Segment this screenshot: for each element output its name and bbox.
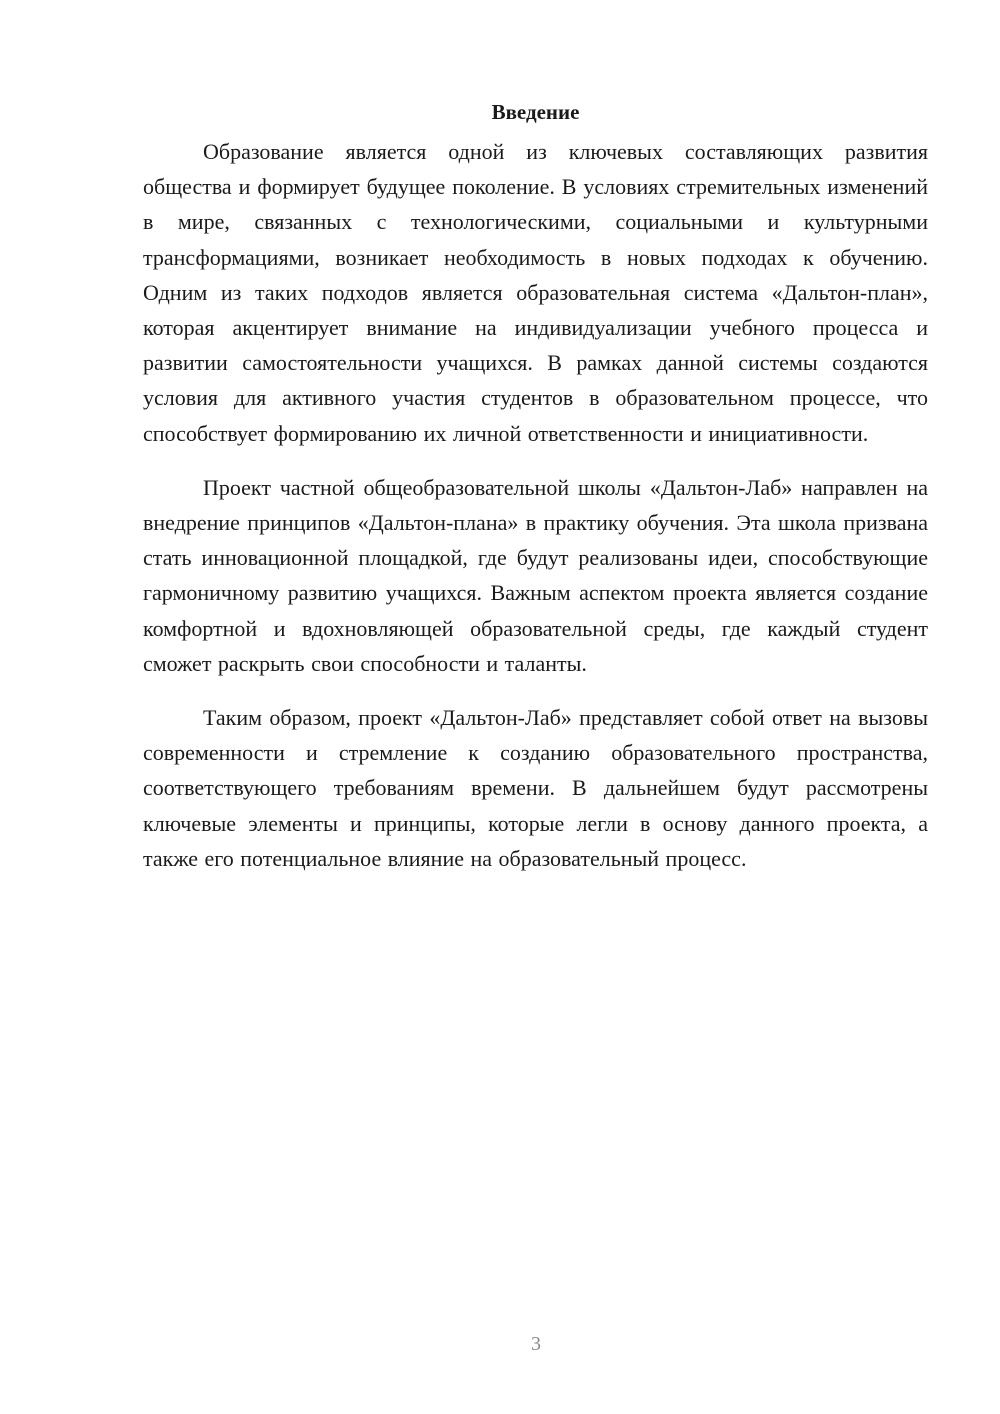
paragraph-1: Образование является одной из ключевых составляющих развития общества и формирует будущее поколение. В условиях стремительных изменений в мире, связанных с технологическими, социальными и культурными трансформациями, возникает необходимость в новых подходах к обучению. Одним из таких подходов является образовательная система «Дальтон-план», которая акцентирует внимание на индивидуализации учебного процесса и развитии самостоятельности учащихся. В рамках данной системы создаются условия для активного участия студентов в образовательном процессе, что способствует формированию их личной ответственности и инициативности. [143,139,928,446]
section-title: Введение [491,100,580,124]
page-number: 3 [531,1333,541,1355]
paragraph-3: Таким образом, проект «Дальтон-Лаб» представляет собой ответ на вызовы современности и стремление к созданию образовательного пространства, соответствующего требованиям времени. В дальнейшем будут рассмотрены ключевые элементы и принципы, которые легли в основу данного проекта, а также его потенциальное влияние на образовательный процесс. [143,705,928,871]
paragraph-2: Проект частной общеобразовательной школы «Дальтон-Лаб» направлен на внедрение принципов «Дальтон-плана» в практику обучения. Эта школа призвана стать инновационной площадкой, где будут реализованы идеи, способствующие гармоничному развитию учащихся. Важным аспектом проекта является создание комфортной и вдохновляющей образовательной среды, где каждый студент сможет раскрыть свои способности и таланты. [143,474,928,676]
page-content [143,98,928,895]
